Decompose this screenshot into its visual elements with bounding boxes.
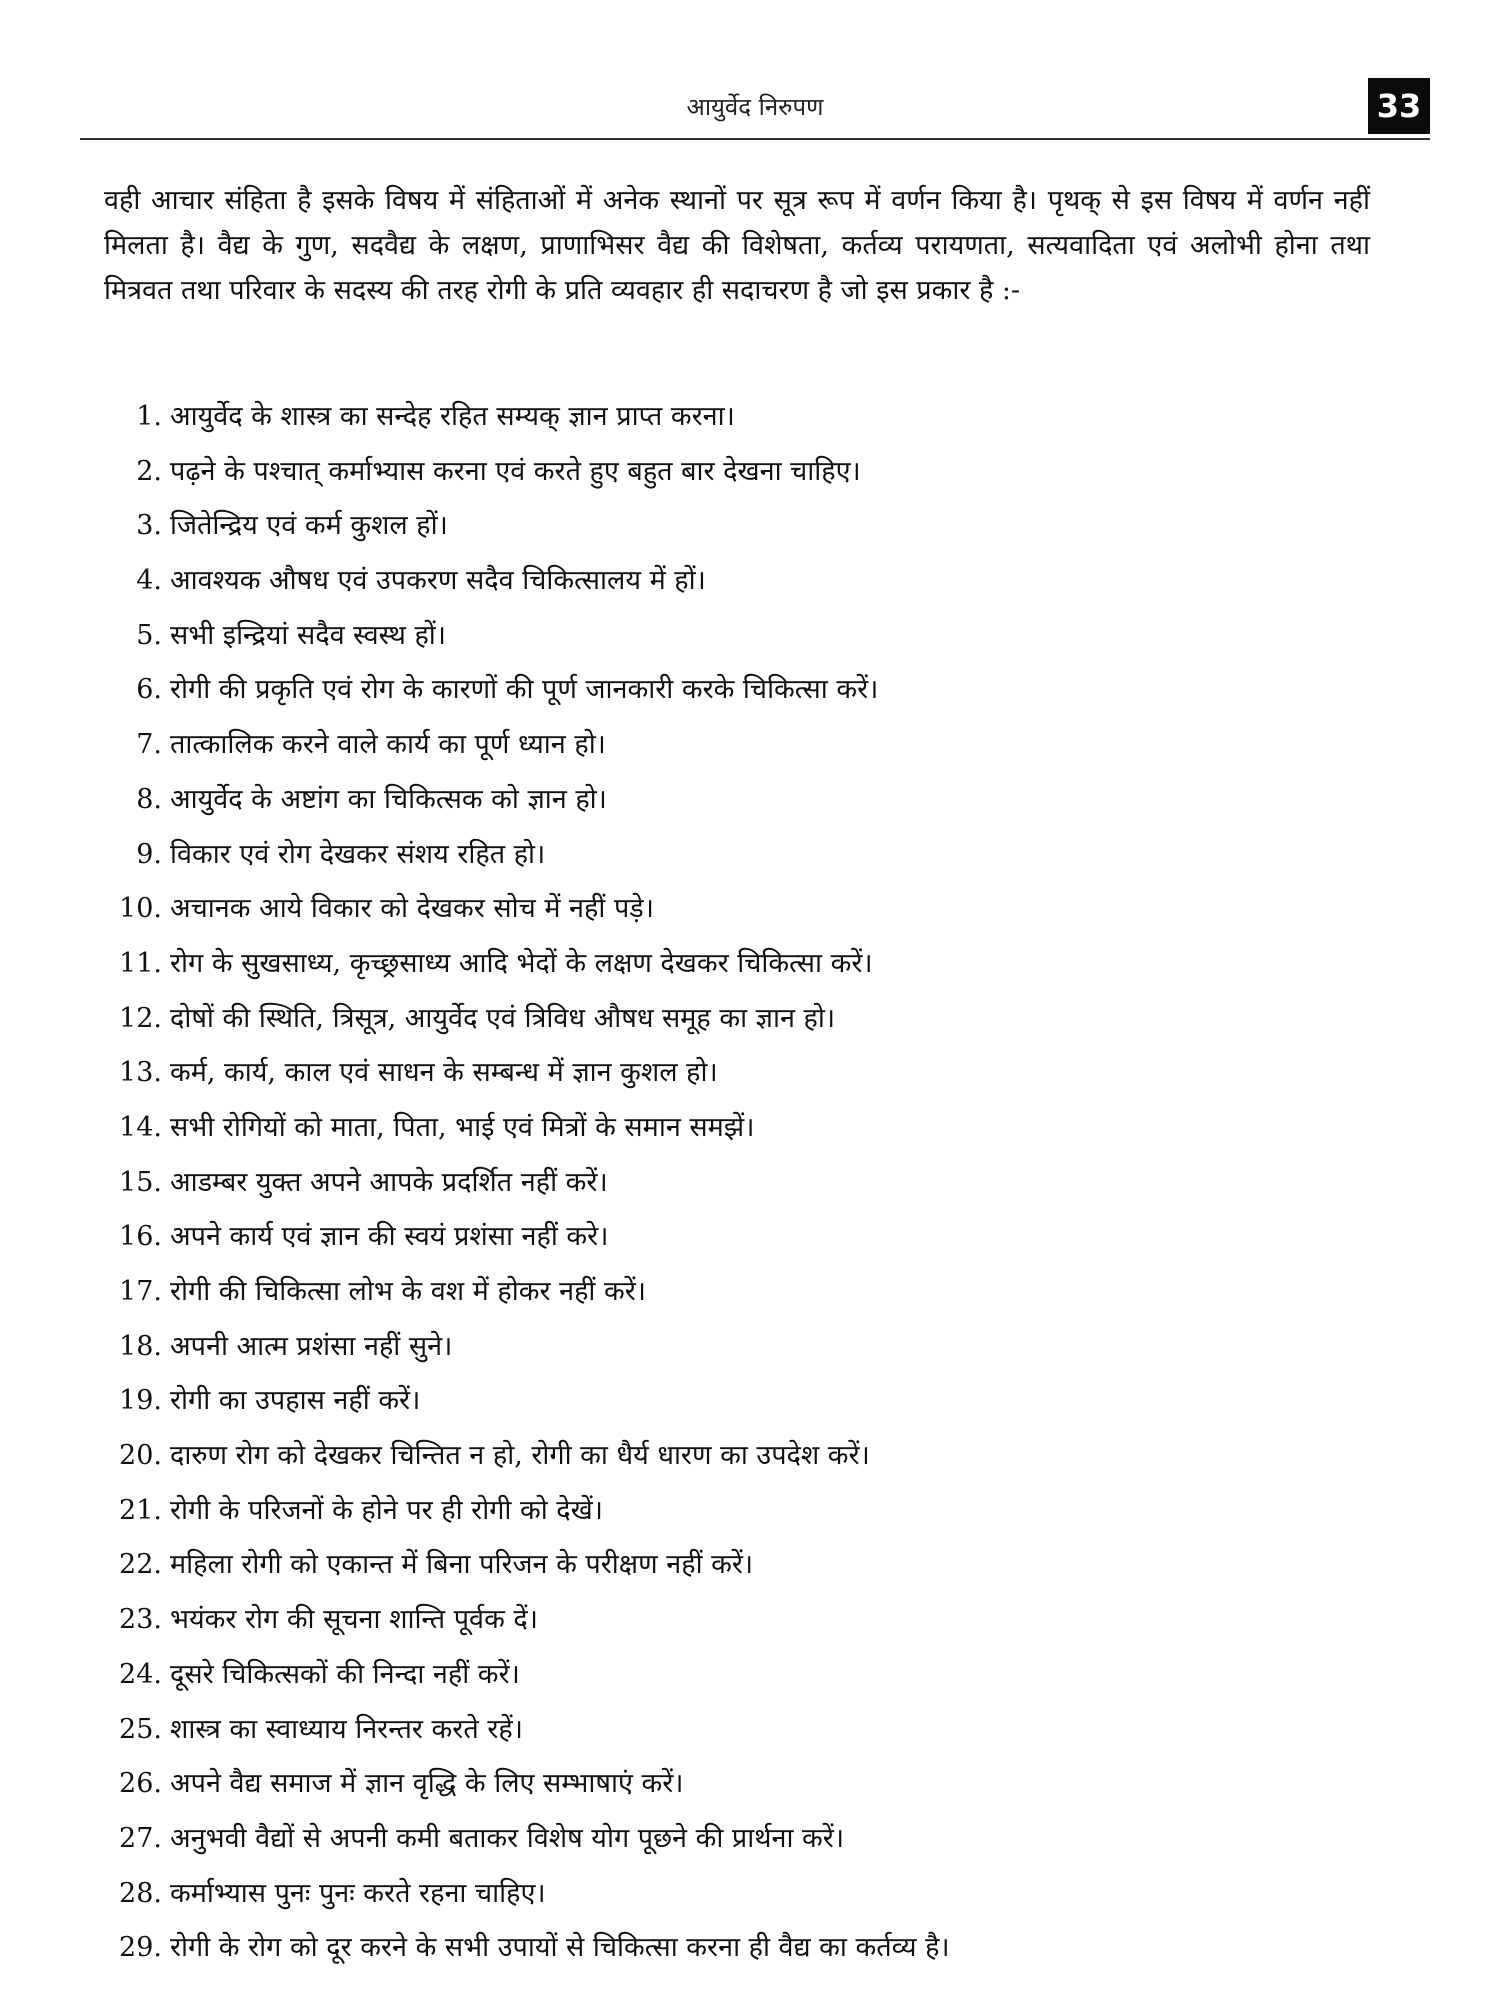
list-item — [104, 1265, 1384, 1320]
list-item-text: भयंकर रोग की सूचना शान्ति पूर्वक दें। — [170, 1604, 538, 1636]
list-item — [104, 937, 1384, 992]
page-header — [80, 78, 1430, 140]
list-item-text: पढ़ने के पश्चात् कर्माभ्यास करना एवं करते हुए बहुत बार देखना चाहिए। — [170, 455, 861, 487]
list-item-number: 20. — [119, 1440, 162, 1472]
page-number-badge: 33 — [1368, 78, 1430, 134]
list-item-number: 21. — [119, 1494, 162, 1526]
list-item — [104, 499, 1384, 554]
list-item-number: 12. — [119, 1002, 162, 1034]
list-item-text: तात्कालिक करने वाले कार्य का पूर्ण ध्यान हो। — [170, 729, 606, 761]
list-item-number: 28. — [119, 1877, 162, 1909]
list-item — [104, 718, 1384, 773]
list-item-number: 4. — [136, 565, 162, 597]
list-item-text: जितेन्द्रिय एवं कर्म कुशल हों। — [170, 510, 448, 542]
list-item — [104, 1156, 1384, 1211]
list-item — [104, 554, 1384, 609]
list-item — [104, 1320, 1384, 1375]
list-item-text: रोगी की प्रकृति एवं रोग के कारणों की पूर्ण जानकारी करके चिकित्सा करें। — [170, 674, 879, 706]
list-item — [104, 1429, 1384, 1484]
list-item-text: शास्त्र का स्वाध्याय निरन्तर करते रहें। — [170, 1713, 523, 1745]
list-item — [104, 1210, 1384, 1265]
list-item-text: रोगी के रोग को दूर करने के सभी उपायों से चिकित्सा करना ही वैद्य का कर्तव्य है। — [170, 1932, 950, 1964]
list-item-text: अचानक आये विकार को देखकर सोच में नहीं पड़े। — [170, 893, 654, 925]
list-item-number: 1. — [136, 401, 162, 432]
list-item-text: दूसरे चिकित्सकों की निन्दा नहीं करें। — [170, 1658, 520, 1690]
list-item-text: रोगी की चिकित्सा लोभ के वश में होकर नहीं करें। — [170, 1276, 647, 1307]
list-item-text: अपने वैद्य समाज में ज्ञान वृद्धि के लिए सम्भाषाएं करें। — [170, 1768, 684, 1800]
list-item-text: रोग के सुखसाध्य, कृच्छ्रसाध्य आदि भेदों के लक्षण देखकर चिकित्सा करें। — [170, 947, 873, 979]
list-item-text: दोषों की स्थिति, त्रिसूत्र, आयुर्वेद एवं त्रिविध औषध समूह का ज्ञान हो। — [170, 1002, 836, 1034]
list-item — [104, 1101, 1384, 1156]
list-item-text: आवश्यक औषध एवं उपकरण सदैव चिकित्सालय में हों। — [170, 565, 706, 597]
list-item-number: 14. — [119, 1111, 162, 1143]
list-item-number: 15. — [119, 1166, 162, 1198]
list-item — [104, 445, 1384, 500]
list-item-text: महिला रोगी को एकान्त में बिना परिजन के परीक्षण नहीं करें। — [170, 1549, 754, 1581]
list-item-text: आयुर्वेद के शास्त्र का सन्देह रहित सम्यक् ज्ञान प्राप्त करना। — [170, 401, 735, 432]
list-item — [104, 773, 1384, 828]
list-item-number: 23. — [119, 1604, 162, 1636]
list-item-number: 11. — [119, 947, 162, 979]
list-item-number: 26. — [119, 1768, 162, 1800]
list-item-number: 19. — [119, 1385, 162, 1417]
list-item-text: कर्म, कार्य, काल एवं साधन के सम्बन्ध में ज्ञान कुशल हो। — [170, 1057, 718, 1089]
list-item-number: 7. — [136, 729, 162, 761]
list-item-number: 29. — [119, 1932, 162, 1964]
list-item — [104, 1921, 1384, 1976]
list-item-text: विकार एवं रोग देखकर संशय रहित हो। — [170, 838, 546, 870]
list-item-text: दारुण रोग को देखकर चिन्तित न हो, रोगी का धैर्य धारण का उपदेश करें। — [170, 1440, 870, 1472]
list-item-number: 25. — [119, 1713, 162, 1745]
list-item-text: आडम्बर युक्त अपने आपके प्रदर्शित नहीं करें। — [170, 1166, 608, 1198]
list-item — [104, 828, 1384, 883]
list-item — [104, 1812, 1384, 1867]
list-item-text: रोगी का उपहास नहीं करें। — [170, 1385, 421, 1417]
list-item-number: 16. — [119, 1221, 162, 1253]
list-item — [104, 992, 1384, 1047]
list-item — [104, 1703, 1384, 1758]
list-item-number: 24. — [119, 1658, 162, 1690]
list-item-text: सभी इन्द्रियां सदैव स्वस्थ हों। — [170, 619, 447, 651]
list-item-number: 2. — [136, 455, 162, 487]
intro-paragraph: वही आचार संहिता है इसके विषय में संहिताओं में अनेक स्थानों पर सूत्र रूप में वर्णन किया है। पृथक् से इस विषय में वर्णन नहीं मिलता है। वैद्य के गुण, सदवैद्य के लक्षण, प्राणाभिसर वैद्य की विशेषता, कर्तव्य परायणता, सत्यवादिता एवं अलोभी होना तथा मित्रवत तथा परिवार के सदस्य की तरह रोगी के प्रति व्यवहार ही सदाचरण है जो इस प्रकार है :- — [104, 185, 1370, 306]
list-item — [104, 1538, 1384, 1593]
list-item-text: अपनी आत्म प्रशंसा नहीं सुने। — [170, 1330, 453, 1362]
list-item-number: 17. — [119, 1276, 162, 1307]
list-item — [104, 1484, 1384, 1539]
list-item-number: 9. — [136, 838, 162, 870]
list-item-text: रोगी के परिजनों के होने पर ही रोगी को देखें। — [170, 1494, 603, 1526]
list-item — [104, 1648, 1384, 1703]
list-item — [104, 1867, 1384, 1922]
list-item — [104, 882, 1384, 937]
list-item-text: सभी रोगियों को माता, पिता, भाई एवं मित्रों के समान समझें। — [170, 1111, 755, 1143]
list-item-number: 8. — [136, 783, 162, 815]
header-rule — [80, 138, 1430, 140]
list-item-number: 13. — [119, 1057, 162, 1089]
list-item — [104, 1374, 1384, 1429]
list-item-number: 10. — [119, 893, 162, 925]
list-item-number: 22. — [119, 1549, 162, 1581]
list-item-number: 5. — [136, 619, 162, 651]
list-item — [104, 390, 1384, 445]
list-item-number: 3. — [136, 510, 162, 542]
list-item — [104, 1593, 1384, 1648]
list-item-number: 18. — [119, 1330, 162, 1362]
list-item-number: 6. — [136, 674, 162, 706]
running-title: आयुर्वेद निरुपण — [686, 93, 824, 121]
list-item — [104, 1757, 1384, 1812]
conduct-list — [104, 390, 1384, 1976]
list-item-text: अपने कार्य एवं ज्ञान की स्वयं प्रशंसा नहीं करे। — [170, 1221, 609, 1253]
list-item-text: आयुर्वेद के अष्टांग का चिकित्सक को ज्ञान हो। — [170, 783, 607, 815]
list-item-text: अनुभवी वैद्यों से अपनी कमी बताकर विशेष योग पूछने की प्रार्थना करें। — [170, 1822, 845, 1854]
list-item-number: 27. — [119, 1822, 162, 1854]
list-item — [104, 609, 1384, 664]
list-item — [104, 1046, 1384, 1101]
list-item — [104, 663, 1384, 718]
list-item-text: कर्माभ्यास पुनः पुनः करते रहना चाहिए। — [170, 1877, 546, 1909]
